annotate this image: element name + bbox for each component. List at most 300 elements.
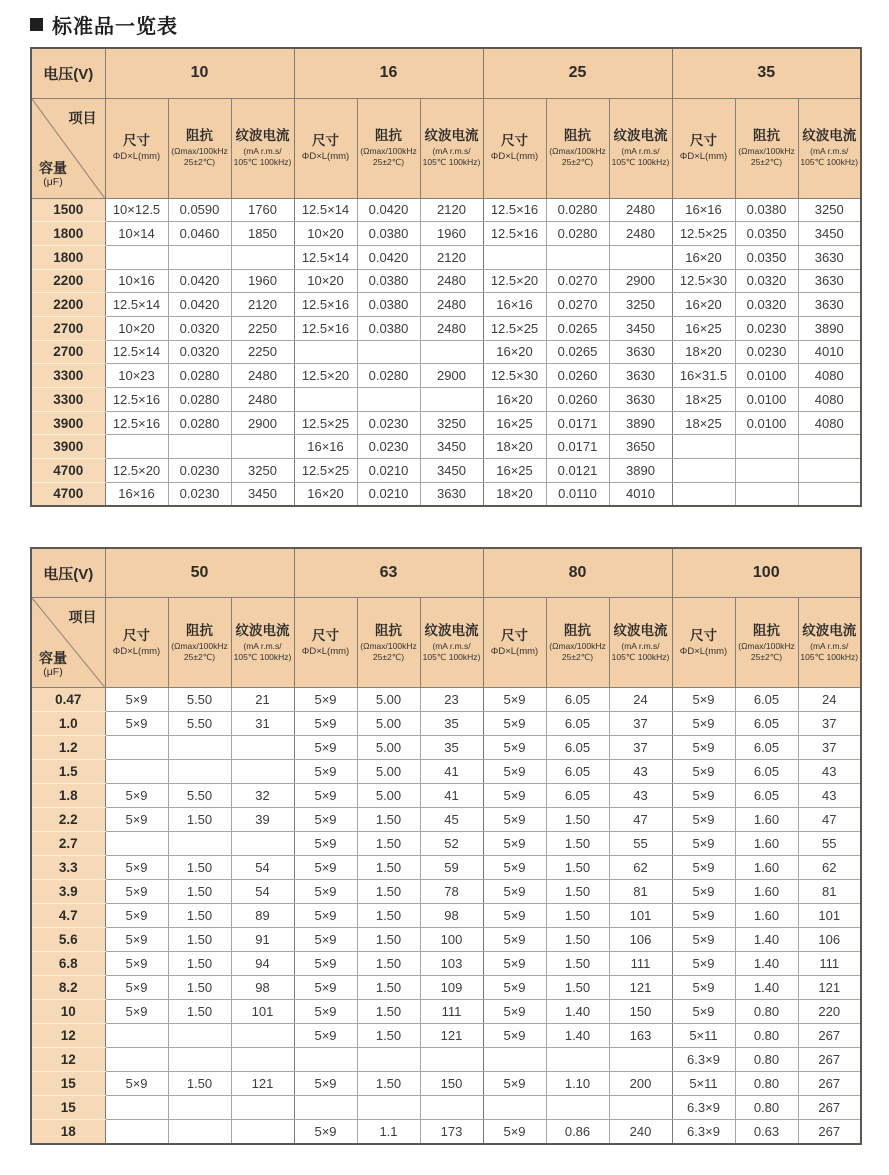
impedance-cell: 1.50 — [168, 880, 231, 904]
impedance-cell: 5.00 — [357, 760, 420, 784]
table-row — [31, 1072, 861, 1096]
impedance-cell: 0.0380 — [735, 198, 798, 222]
ripple-current-cell: 62 — [798, 856, 861, 880]
ripple-current-cell: 24 — [609, 688, 672, 712]
impedance-cell: 6.05 — [735, 688, 798, 712]
size-cell: 10×12.5 — [105, 198, 168, 222]
ripple-current-cell: 2480 — [231, 364, 294, 388]
size-cell: 5×9 — [672, 976, 735, 1000]
table-row — [31, 736, 861, 760]
table-row — [31, 1024, 861, 1048]
voltage-value-100: 100 — [672, 548, 861, 598]
table-row — [31, 1120, 861, 1144]
size-cell: 5×9 — [672, 832, 735, 856]
ripple-current-cell: 121 — [231, 1072, 294, 1096]
corner-capacity-label: 容量 (μF) — [39, 160, 67, 189]
size-cell: 18×20 — [483, 482, 546, 506]
impedance-cell: 1.60 — [735, 832, 798, 856]
ripple-current-column-header: 纹波电流 (mA r.m.s/ 105℃ 100kHz) — [420, 598, 483, 688]
size-cell: 5×9 — [105, 856, 168, 880]
size-cell — [672, 482, 735, 506]
ripple-current-cell: 121 — [798, 976, 861, 1000]
ripple-current-cell — [231, 832, 294, 856]
capacity-cell: 2200 — [31, 269, 105, 293]
size-cell: 18×20 — [672, 340, 735, 364]
impedance-cell: 6.05 — [735, 760, 798, 784]
voltage-axis-label: 电压(V) — [31, 548, 105, 598]
size-column-header: 尺寸 ΦD×L(mm) — [483, 598, 546, 688]
size-cell: 5×9 — [294, 832, 357, 856]
size-cell: 16×20 — [483, 388, 546, 412]
size-cell: 5×9 — [483, 880, 546, 904]
impedance-cell: 0.0100 — [735, 364, 798, 388]
capacity-cell: 3900 — [31, 411, 105, 435]
size-cell: 5×9 — [294, 1072, 357, 1096]
size-cell: 5×9 — [483, 1072, 546, 1096]
table-row — [31, 928, 861, 952]
impedance-cell: 0.0380 — [357, 222, 420, 246]
size-cell: 5×9 — [294, 1000, 357, 1024]
items-capacity-corner-cell — [31, 598, 105, 688]
ripple-current-cell: 39 — [231, 808, 294, 832]
ripple-current-cell: 3630 — [798, 269, 861, 293]
impedance-cell: 0.0171 — [546, 411, 609, 435]
ripple-current-cell: 121 — [609, 976, 672, 1000]
ripple-current-cell: 2900 — [609, 269, 672, 293]
ripple-current-cell: 4010 — [609, 482, 672, 506]
page-title — [30, 10, 889, 39]
impedance-cell — [168, 736, 231, 760]
corner-capacity-label: 容量 (μF) — [39, 650, 67, 679]
voltage-value-63: 63 — [294, 548, 483, 598]
impedance-cell: 0.63 — [735, 1120, 798, 1144]
voltage-header-row — [31, 48, 861, 98]
capacity-cell: 4700 — [31, 459, 105, 483]
size-cell: 16×25 — [672, 316, 735, 340]
size-cell: 5×9 — [672, 880, 735, 904]
size-cell — [105, 1024, 168, 1048]
capacity-cell: 1.8 — [31, 784, 105, 808]
ripple-current-cell: 37 — [609, 736, 672, 760]
table-row — [31, 340, 861, 364]
ripple-current-cell: 89 — [231, 904, 294, 928]
ripple-current-column-header: 纹波电流 (mA r.m.s/ 105℃ 100kHz) — [231, 598, 294, 688]
page-title-text: 标准品一览表 — [52, 16, 178, 38]
ripple-current-cell: 220 — [798, 1000, 861, 1024]
impedance-cell: 1.1 — [357, 1120, 420, 1144]
impedance-cell: 0.0320 — [735, 293, 798, 317]
size-cell: 10×14 — [105, 222, 168, 246]
size-cell: 5×9 — [294, 712, 357, 736]
size-cell: 16×25 — [483, 459, 546, 483]
size-cell: 12.5×25 — [294, 411, 357, 435]
size-cell: 12.5×16 — [294, 293, 357, 317]
table-row — [31, 1000, 861, 1024]
size-cell: 16×20 — [672, 245, 735, 269]
page — [0, 10, 889, 1145]
column-header-row — [31, 598, 861, 688]
size-cell: 5×9 — [483, 760, 546, 784]
impedance-cell: 1.50 — [357, 928, 420, 952]
impedance-cell: 6.05 — [546, 784, 609, 808]
capacity-cell: 1800 — [31, 245, 105, 269]
table-row — [31, 1048, 861, 1072]
impedance-cell: 1.40 — [735, 928, 798, 952]
impedance-cell: 0.86 — [546, 1120, 609, 1144]
size-cell: 5×9 — [672, 928, 735, 952]
ripple-current-cell: 54 — [231, 856, 294, 880]
ripple-current-cell: 1850 — [231, 222, 294, 246]
impedance-cell: 0.0230 — [168, 482, 231, 506]
size-cell: 5×9 — [483, 952, 546, 976]
capacity-cell: 2.7 — [31, 832, 105, 856]
ripple-current-cell: 41 — [420, 760, 483, 784]
size-cell: 5×9 — [672, 760, 735, 784]
size-cell: 5×9 — [672, 856, 735, 880]
ripple-current-cell: 98 — [231, 976, 294, 1000]
ripple-current-cell: 200 — [609, 1072, 672, 1096]
voltage-axis-label: 电压(V) — [31, 48, 105, 98]
impedance-cell — [168, 245, 231, 269]
size-cell — [105, 760, 168, 784]
impedance-cell: 6.05 — [546, 688, 609, 712]
size-cell: 5×9 — [294, 688, 357, 712]
impedance-cell: 5.00 — [357, 784, 420, 808]
size-cell: 12.5×16 — [105, 388, 168, 412]
impedance-cell: 1.50 — [546, 976, 609, 1000]
capacity-cell: 1800 — [31, 222, 105, 246]
ripple-current-cell: 121 — [420, 1024, 483, 1048]
impedance-cell: 0.0420 — [168, 293, 231, 317]
size-cell: 5×9 — [105, 784, 168, 808]
impedance-cell: 1.50 — [546, 928, 609, 952]
table-row — [31, 760, 861, 784]
impedance-cell: 5.00 — [357, 736, 420, 760]
capacity-cell: 15 — [31, 1072, 105, 1096]
ripple-current-cell — [231, 1048, 294, 1072]
size-cell: 5×9 — [294, 808, 357, 832]
tables-container — [0, 47, 889, 1145]
impedance-cell — [168, 1096, 231, 1120]
ripple-current-cell — [798, 482, 861, 506]
size-cell: 5×9 — [483, 832, 546, 856]
size-cell: 5×9 — [105, 688, 168, 712]
size-cell: 10×23 — [105, 364, 168, 388]
impedance-cell — [357, 340, 420, 364]
ripple-current-cell: 24 — [798, 688, 861, 712]
size-cell: 5×9 — [105, 712, 168, 736]
impedance-cell: 1.50 — [168, 952, 231, 976]
ripple-current-cell: 3890 — [798, 316, 861, 340]
impedance-cell — [735, 482, 798, 506]
size-cell: 12.5×14 — [105, 293, 168, 317]
ripple-current-cell: 2480 — [231, 388, 294, 412]
ripple-current-cell: 173 — [420, 1120, 483, 1144]
impedance-cell: 0.0230 — [168, 459, 231, 483]
size-cell: 5×9 — [105, 904, 168, 928]
ripple-current-cell: 100 — [420, 928, 483, 952]
table-row — [31, 688, 861, 712]
ripple-current-cell: 106 — [798, 928, 861, 952]
impedance-cell: 0.80 — [735, 1096, 798, 1120]
ripple-current-cell: 23 — [420, 688, 483, 712]
ripple-current-cell: 240 — [609, 1120, 672, 1144]
impedance-cell: 1.40 — [735, 952, 798, 976]
impedance-cell: 1.50 — [357, 1000, 420, 1024]
ripple-current-cell: 35 — [420, 712, 483, 736]
table-row — [31, 784, 861, 808]
size-cell: 12.5×25 — [672, 222, 735, 246]
ripple-current-cell: 4080 — [798, 388, 861, 412]
ripple-current-cell: 37 — [609, 712, 672, 736]
size-cell: 5×9 — [105, 808, 168, 832]
impedance-cell: 1.60 — [735, 856, 798, 880]
impedance-cell: 1.50 — [357, 1024, 420, 1048]
size-cell: 5×9 — [294, 976, 357, 1000]
impedance-cell: 0.0230 — [735, 340, 798, 364]
ripple-current-cell: 4010 — [798, 340, 861, 364]
size-cell: 18×25 — [672, 411, 735, 435]
impedance-cell: 0.0210 — [357, 482, 420, 506]
ripple-current-cell: 55 — [609, 832, 672, 856]
size-cell: 12.5×16 — [483, 222, 546, 246]
table-row — [31, 952, 861, 976]
ripple-current-cell: 3630 — [798, 245, 861, 269]
size-cell: 18×20 — [483, 435, 546, 459]
size-cell: 5×9 — [483, 856, 546, 880]
impedance-column-header: 阻抗 (Ωmax/100kHz 25±2℃) — [546, 98, 609, 198]
impedance-cell — [357, 388, 420, 412]
ripple-current-cell — [231, 1120, 294, 1144]
ripple-current-cell: 47 — [609, 808, 672, 832]
impedance-cell — [735, 459, 798, 483]
size-cell: 5×9 — [483, 1120, 546, 1144]
ripple-current-cell: 3890 — [609, 459, 672, 483]
table-row — [31, 808, 861, 832]
impedance-cell: 0.0265 — [546, 316, 609, 340]
ripple-current-column-header: 纹波电流 (mA r.m.s/ 105℃ 100kHz) — [609, 598, 672, 688]
size-cell: 12.5×30 — [672, 269, 735, 293]
table-row — [31, 904, 861, 928]
size-cell: 5×9 — [483, 976, 546, 1000]
impedance-cell: 5.00 — [357, 712, 420, 736]
capacity-cell: 15 — [31, 1096, 105, 1120]
table-row — [31, 245, 861, 269]
impedance-cell: 0.0110 — [546, 482, 609, 506]
ripple-current-cell: 267 — [798, 1048, 861, 1072]
size-cell: 12.5×16 — [483, 198, 546, 222]
ripple-current-cell: 45 — [420, 808, 483, 832]
ripple-current-cell — [609, 1096, 672, 1120]
size-cell — [105, 736, 168, 760]
ripple-current-cell: 52 — [420, 832, 483, 856]
ripple-current-cell: 2900 — [231, 411, 294, 435]
size-cell — [672, 435, 735, 459]
ripple-current-cell — [231, 736, 294, 760]
impedance-cell: 6.05 — [735, 712, 798, 736]
impedance-cell: 1.50 — [168, 856, 231, 880]
impedance-cell: 0.0460 — [168, 222, 231, 246]
size-cell: 12.5×25 — [483, 316, 546, 340]
impedance-cell: 1.50 — [546, 856, 609, 880]
impedance-cell: 0.0171 — [546, 435, 609, 459]
impedance-cell: 0.0320 — [168, 316, 231, 340]
size-column-header: 尺寸 ΦD×L(mm) — [105, 598, 168, 688]
capacity-cell: 8.2 — [31, 976, 105, 1000]
table-row — [31, 316, 861, 340]
size-cell — [105, 435, 168, 459]
size-cell: 5×9 — [483, 688, 546, 712]
ripple-current-cell: 31 — [231, 712, 294, 736]
size-cell: 5×9 — [105, 928, 168, 952]
impedance-cell: 1.60 — [735, 808, 798, 832]
ripple-current-cell: 37 — [798, 712, 861, 736]
impedance-cell — [168, 832, 231, 856]
ripple-current-column-header: 纹波电流 (mA r.m.s/ 105℃ 100kHz) — [798, 98, 861, 198]
impedance-column-header: 阻抗 (Ωmax/100kHz 25±2℃) — [357, 598, 420, 688]
ripple-current-cell: 55 — [798, 832, 861, 856]
voltage-value-80: 80 — [483, 548, 672, 598]
ripple-current-cell: 267 — [798, 1072, 861, 1096]
spec-table-50-63-80-100v — [30, 547, 862, 1145]
impedance-cell: 0.0350 — [735, 245, 798, 269]
ripple-current-cell: 91 — [231, 928, 294, 952]
capacity-cell: 3.3 — [31, 856, 105, 880]
ripple-current-cell — [798, 435, 861, 459]
ripple-current-cell: 32 — [231, 784, 294, 808]
impedance-cell: 0.0260 — [546, 364, 609, 388]
size-cell: 5×9 — [483, 808, 546, 832]
impedance-cell: 1.40 — [546, 1000, 609, 1024]
size-cell: 5×9 — [672, 1000, 735, 1024]
ripple-current-cell: 43 — [609, 784, 672, 808]
ripple-current-cell: 163 — [609, 1024, 672, 1048]
ripple-current-cell: 101 — [231, 1000, 294, 1024]
size-cell: 16×25 — [483, 411, 546, 435]
size-cell — [105, 1120, 168, 1144]
impedance-cell: 0.80 — [735, 1072, 798, 1096]
size-cell — [483, 245, 546, 269]
capacity-cell: 2.2 — [31, 808, 105, 832]
ripple-current-cell: 109 — [420, 976, 483, 1000]
capacity-cell: 3.9 — [31, 880, 105, 904]
capacity-cell: 2700 — [31, 340, 105, 364]
voltage-header-row — [31, 548, 861, 598]
impedance-cell: 0.0280 — [546, 198, 609, 222]
size-column-header: 尺寸 ΦD×L(mm) — [105, 98, 168, 198]
ripple-current-cell: 4080 — [798, 364, 861, 388]
ripple-current-cell: 98 — [420, 904, 483, 928]
size-cell: 5×9 — [672, 712, 735, 736]
impedance-cell: 0.0121 — [546, 459, 609, 483]
capacity-cell: 3300 — [31, 364, 105, 388]
ripple-current-cell: 111 — [420, 1000, 483, 1024]
impedance-cell: 0.0280 — [168, 411, 231, 435]
size-cell: 12.5×20 — [483, 269, 546, 293]
capacity-cell: 18 — [31, 1120, 105, 1144]
ripple-current-cell: 3250 — [798, 198, 861, 222]
impedance-cell: 6.05 — [546, 760, 609, 784]
size-cell: 5×9 — [105, 1000, 168, 1024]
capacity-cell: 2700 — [31, 316, 105, 340]
voltage-value-25: 25 — [483, 48, 672, 98]
impedance-cell: 0.80 — [735, 1048, 798, 1072]
ripple-current-cell: 3250 — [420, 411, 483, 435]
size-cell: 5×9 — [672, 688, 735, 712]
ripple-current-cell: 3630 — [609, 364, 672, 388]
table-row — [31, 269, 861, 293]
impedance-cell: 0.0380 — [357, 293, 420, 317]
size-column-header: 尺寸 ΦD×L(mm) — [672, 598, 735, 688]
size-cell: 16×20 — [483, 340, 546, 364]
size-cell: 5×9 — [105, 976, 168, 1000]
size-column-header: 尺寸 ΦD×L(mm) — [672, 98, 735, 198]
ripple-current-cell: 2120 — [420, 198, 483, 222]
ripple-current-cell: 2120 — [231, 293, 294, 317]
ripple-current-cell — [609, 1048, 672, 1072]
size-cell: 5×9 — [483, 904, 546, 928]
size-cell — [294, 1048, 357, 1072]
size-cell: 10×20 — [294, 269, 357, 293]
size-cell: 12.5×20 — [105, 459, 168, 483]
ripple-current-cell: 103 — [420, 952, 483, 976]
impedance-column-header: 阻抗 (Ωmax/100kHz 25±2℃) — [735, 98, 798, 198]
capacity-cell: 1.5 — [31, 760, 105, 784]
ripple-current-cell: 150 — [609, 1000, 672, 1024]
size-cell: 16×16 — [105, 482, 168, 506]
ripple-current-cell: 3630 — [609, 388, 672, 412]
voltage-value-50: 50 — [105, 548, 294, 598]
ripple-current-column-header: 纹波电流 (mA r.m.s/ 105℃ 100kHz) — [420, 98, 483, 198]
impedance-cell: 1.60 — [735, 880, 798, 904]
ripple-current-cell: 3250 — [609, 293, 672, 317]
size-cell: 5×9 — [483, 712, 546, 736]
ripple-current-cell: 267 — [798, 1120, 861, 1144]
impedance-cell: 0.0280 — [168, 388, 231, 412]
ripple-current-cell — [798, 459, 861, 483]
impedance-cell: 0.0420 — [357, 198, 420, 222]
ripple-current-cell: 3450 — [231, 482, 294, 506]
table-row — [31, 880, 861, 904]
size-cell: 5×9 — [294, 760, 357, 784]
ripple-current-cell: 1960 — [231, 269, 294, 293]
impedance-cell: 5.50 — [168, 688, 231, 712]
ripple-current-cell: 94 — [231, 952, 294, 976]
impedance-cell — [168, 1048, 231, 1072]
size-cell: 12.5×20 — [294, 364, 357, 388]
capacity-cell: 3900 — [31, 435, 105, 459]
capacity-cell: 12 — [31, 1024, 105, 1048]
impedance-cell: 1.50 — [546, 832, 609, 856]
corner-items-label: 项目 — [68, 109, 97, 126]
impedance-column-header: 阻抗 (Ωmax/100kHz 25±2℃) — [735, 598, 798, 688]
impedance-cell: 0.0420 — [168, 269, 231, 293]
impedance-cell: 6.05 — [735, 736, 798, 760]
size-cell — [105, 1096, 168, 1120]
size-cell: 16×20 — [294, 482, 357, 506]
ripple-current-cell: 59 — [420, 856, 483, 880]
impedance-cell: 0.0270 — [546, 269, 609, 293]
impedance-cell: 0.0280 — [546, 222, 609, 246]
capacity-cell: 4700 — [31, 482, 105, 506]
impedance-cell — [735, 435, 798, 459]
capacity-cell: 0.47 — [31, 688, 105, 712]
capacity-cell: 3300 — [31, 388, 105, 412]
impedance-cell: 1.50 — [357, 856, 420, 880]
impedance-column-header: 阻抗 (Ωmax/100kHz 25±2℃) — [546, 598, 609, 688]
impedance-cell: 0.80 — [735, 1000, 798, 1024]
size-cell — [483, 1048, 546, 1072]
